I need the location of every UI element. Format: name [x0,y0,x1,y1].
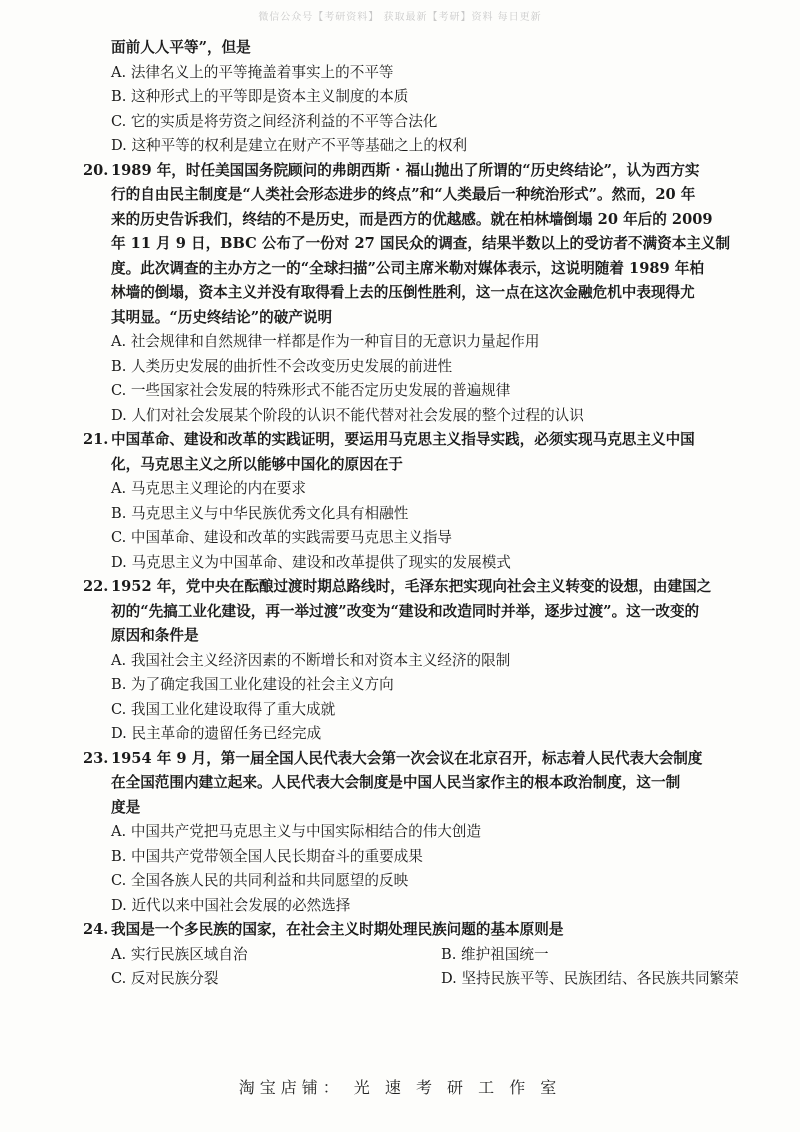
q22-stem-line-2: 初的“先搞工业化建设，再一举过渡”改变为“建设和改造同时并举，逐步过渡”。这一改变的 [111,602,700,620]
q21-text: 中国革命、建设和改革的实践证明，要运用马克思主义指导实践，必须实现马克思主义中国 [111,431,695,448]
watermark: 微信公众号【考研资料】 获取最新【考研】资料 每日更新 [258,12,542,23]
q20-text: 1989 年，时任美国国务院顾问的弗朗西斯 · 福山抛出了所谓的“历史终结论”，认为西方实 [111,161,700,179]
q19-option-c: C. 它的实质是将劳资之间经济利益的不平等合法化 [111,112,438,130]
q20-number: 20. [83,161,109,179]
q20-option-c: C. 一些国家社会发展的特殊形式不能否定历史发展的普遍规律 [111,382,511,399]
q23-number: 23. [83,749,109,767]
q24-option-a: A. 实行民族区域自治 [111,945,248,963]
q22-option-d: D. 民主革命的遗留任务已经完成 [111,725,322,742]
q24-option-b: B. 维护祖国统一 [441,945,549,963]
q22-number: 22. [83,578,109,595]
q23-text: 1954 年 9 月，第一届全国人民代表大会第一次会议在北京召开，标志着人民代表大会制度 [111,749,703,767]
q21-option-a: A. 马克思主义理论的内在要求 [111,480,306,497]
q20-stem-line-6: 林墙的倒塌，资本主义并没有取得看上去的压倒性胜利，这一点在这次金融危机中表现得尤 [111,284,695,301]
q21-number: 21. [83,431,109,448]
q23-option-a: A. 中国共产党把马克思主义与中国实际相结合的伟大创造 [111,823,482,840]
q24-number: 24. [83,921,109,938]
q21-stem-line-1 [0,428,800,453]
q19-stem-continuation: 面前人人平等”，但是 [111,39,251,56]
q20-stem-line-5: 度。此次调查的主办方之一的“全球扫描”公司主席米勒对媒体表示，这说明随着 1989 年柏 [111,259,704,277]
q21-option-b: B. 马克思主义与中华民族优秀文化具有相融性 [111,504,409,522]
q24-text: 我国是一个多民族的国家，在社会主义时期处理民族问题的基本原则是 [111,921,564,938]
q24-option-d: D. 坚持民族平等、民族团结、各民族共同繁荣 [441,970,739,987]
q23-option-c: C. 全国各族人民的共同利益和共同愿望的反映 [111,872,409,889]
q24-stem-line-1 [0,918,800,943]
q24-option-row-1 [0,943,800,968]
q22-stem-line-3: 原因和条件是 [111,627,199,644]
q20-stem-line-7: 其明显。“历史终结论”的破产说明 [111,308,333,326]
q19-option-a: A. 法律名义上的平等掩盖着事实上的不平等 [111,63,394,81]
q22-option-a: A. 我国社会主义经济因素的不断增长和对资本主义经济的限制 [111,651,511,669]
q23-option-b: B. 中国共产党带领全国人民长期奋斗的重要成果 [111,847,423,865]
footer-shop-name: 淘宝店铺： 光 速 考 研 工 作 室 [238,1078,562,1097]
q20-option-a: A. 社会规律和自然规律一样都是作为一种盲目的无意识力量起作用 [111,333,540,350]
q20-option-b: B. 人类历史发展的曲折性不会改变历史发展的前进性 [111,357,453,375]
q20-stem-line-2: 行的自由民主制度是“人类社会形态进步的终点”和“人类最后一种统治形式”。然而，20 年 [111,186,696,203]
q20-stem-line-3: 来的历史告诉我们，终结的不是历史，而是西方的优越感。就在柏林墙倒塌 20 年后的 2009 [111,210,713,228]
q22-option-c: C. 我国工业化建设取得了重大成就 [111,700,336,718]
q20-option-d: D. 人们对社会发展某个阶段的认识不能代替对社会发展的整个过程的认识 [111,406,584,424]
q22-stem-line-1 [0,575,800,600]
q20-stem-line-4: 年 11 月 9 日，BBC 公布了一份对 27 国民众的调查，结果半数以上的受访者不满资本主义制 [111,235,731,252]
q24-option-row-2 [0,967,800,992]
exam-page [0,36,800,992]
q22-option-b: B. 为了确定我国工业化建设的社会主义方向 [111,676,394,693]
q23-stem-line-2: 在全国范围内建立起来。人民代表大会制度是中国人民当家作主的根本政治制度，这一制 [111,774,681,791]
q22-text: 1952 年，党中央在酝酿过渡时期总路线时，毛泽东把实现向社会主义转变的设想，由建国之 [111,578,712,595]
q21-option-d: D. 马克思主义为中国革命、建设和改革提供了现实的发展模式 [111,553,511,571]
q21-stem-line-2: 化，马克思主义之所以能够中国化的原因在于 [111,455,403,473]
q19-option-b: B. 这种形式上的平等即是资本主义制度的本质 [111,88,409,105]
q23-stem-line-1 [0,747,800,772]
q23-stem-line-3: 度是 [111,798,141,816]
q21-option-c: C. 中国革命、建设和改革的实践需要马克思主义指导 [111,529,452,546]
q19-option-d: D. 这种平等的权利是建立在财产不平等基础之上的权利 [111,137,468,154]
q24-option-c: C. 反对民族分裂 [111,970,219,987]
q23-option-d: D. 近代以来中国社会发展的必然选择 [111,896,351,914]
q20-stem-line-1 [0,159,800,184]
